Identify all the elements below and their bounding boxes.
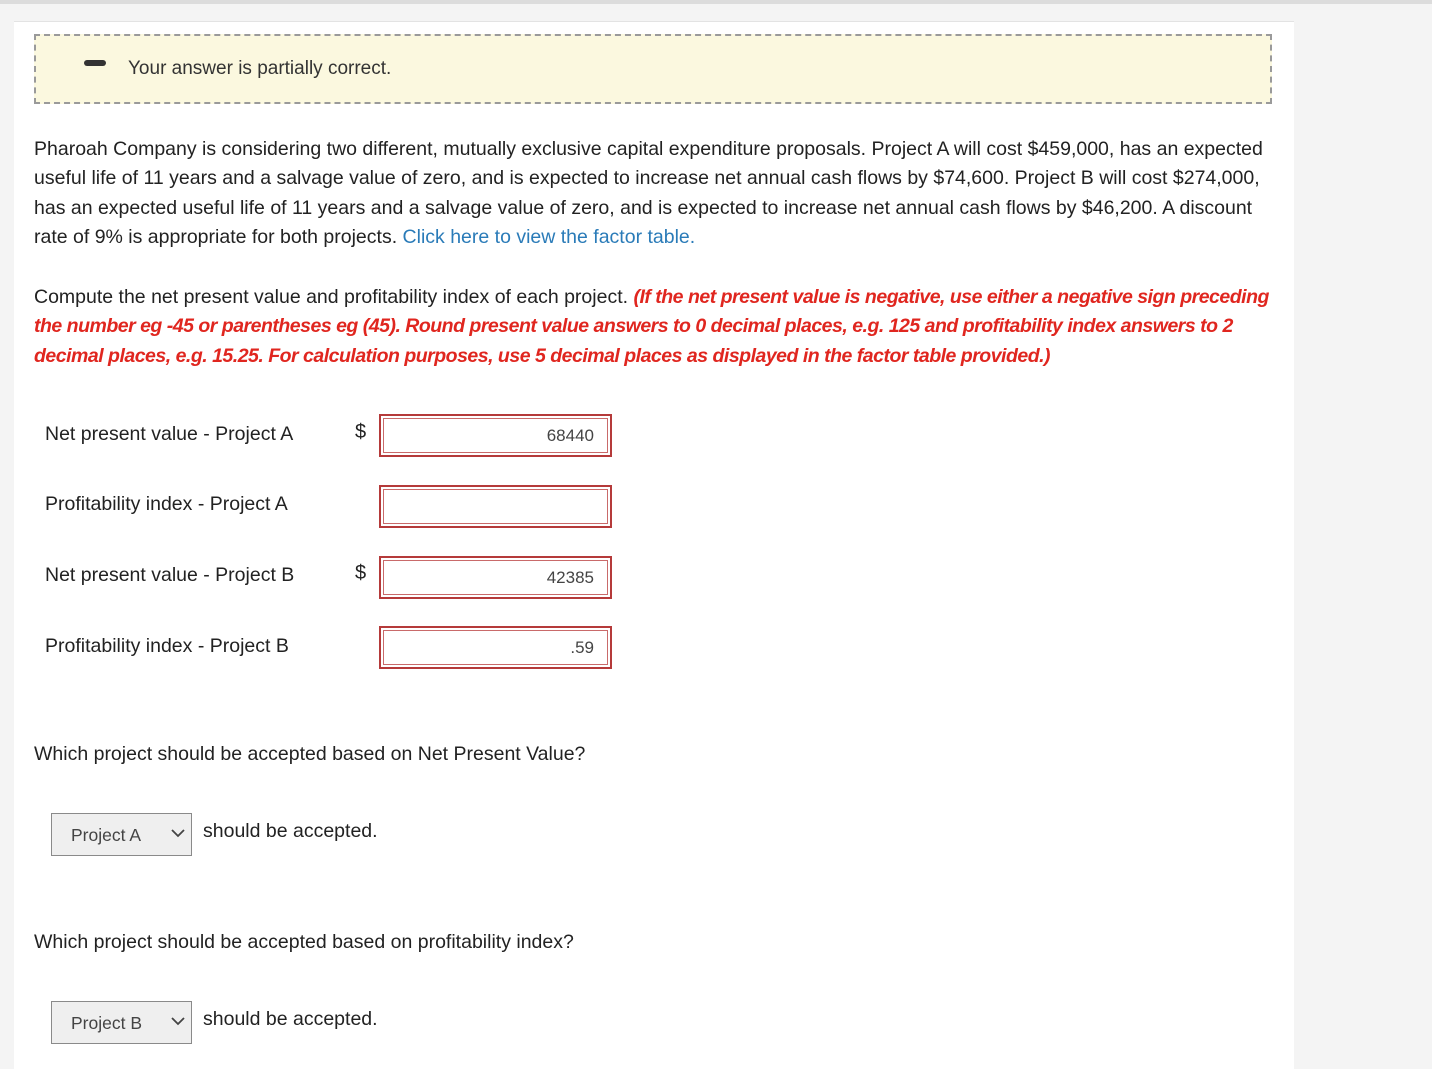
problem-statement — [34, 135, 1284, 253]
instruction-hint: (If the net present value is negative, use either a negative sign preceding the number eg -45 or parentheses eg (45). Round present value answers to 0 decimal places, e.g. 125 and profitability index answers to 2 decimal places, e.g. 15.25. For calculation purposes, use 5 decimal places as displayed in the factor table provided.) — [34, 286, 1269, 367]
npv-project-a-currency: $ — [355, 421, 367, 443]
pi-project-b-input[interactable] — [379, 626, 612, 669]
npv-project-b-label: Net present value - Project B — [45, 564, 295, 586]
top-bar — [0, 0, 1432, 4]
npv-decision-selected: Project A — [71, 825, 142, 845]
pi-decision-question: Which project should be accepted based on profitability index? — [34, 931, 574, 953]
npv-project-a-value: 68440 — [546, 426, 594, 445]
npv-project-a-label: Net present value - Project A — [45, 423, 294, 445]
feedback-message: Your answer is partially correct. — [128, 58, 392, 79]
npv-project-a-input[interactable] — [379, 414, 612, 457]
question-card — [14, 21, 1294, 1069]
minus-icon — [84, 60, 106, 66]
pi-decision-selected: Project B — [71, 1013, 142, 1033]
factor-table-link[interactable]: Click here to view the factor table. — [402, 226, 696, 249]
instructions — [34, 283, 1284, 371]
feedback-banner — [34, 34, 1272, 104]
pi-project-a-input[interactable] — [379, 485, 612, 528]
chevron-down-icon — [171, 828, 185, 838]
instruction-text: Compute the net present value and profitability index of each project. — [34, 286, 629, 308]
pi-project-b-value: .59 — [570, 638, 594, 657]
pi-project-b-label: Profitability index - Project B — [45, 635, 289, 657]
npv-decision-question: Which project should be accepted based on Net Present Value? — [34, 743, 586, 765]
problem-text: Pharoah Company is considering two different, mutually exclusive capital expenditure proposals. Project A will cost $459,000, has an expected useful life of 11 years and a salvage value of zero, and is expected to increase net annual cash flows by $74,600. Project B will cost $274,000, has an expected useful life of 11 years and a salvage value of zero, and is expected to increase net annual cash flows by $46,200. A discount rate of 9% is appropriate for both projects. — [34, 138, 1263, 249]
pi-decision-suffix: should be accepted. — [203, 1008, 378, 1030]
npv-project-b-currency: $ — [355, 562, 367, 584]
npv-project-b-value: 42385 — [546, 568, 594, 587]
pi-project-a-label: Profitability index - Project A — [45, 493, 288, 515]
chevron-down-icon — [171, 1016, 185, 1026]
input-inner-border — [383, 489, 608, 524]
npv-project-b-input[interactable] — [379, 556, 612, 599]
pi-decision-select[interactable] — [51, 1001, 192, 1044]
npv-decision-suffix: should be accepted. — [203, 820, 378, 842]
npv-decision-select[interactable] — [51, 813, 192, 856]
